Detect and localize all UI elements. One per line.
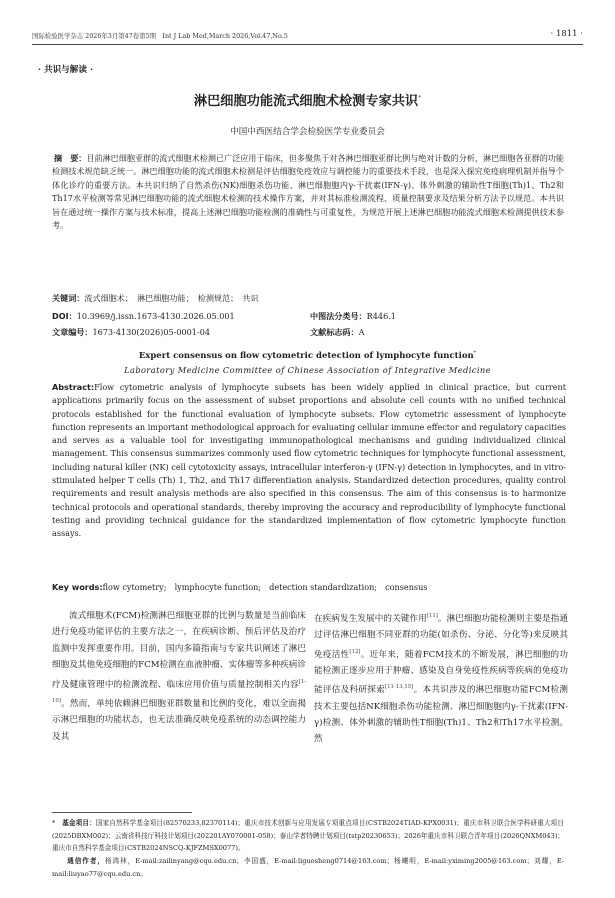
abstract-zh-text: 目前淋巴细胞亚群的流式细胞术检测已广泛应用于临床，但多聚焦于对各淋巴细胞亚群比例与绝对计数的分析，淋巴细胞各亚群的功能检测技术规范缺乏统一。淋巴细胞功能的流式细胞术检测是评估细胞免疫效应与调控能力的重要技术手段，也是深入探究免疫病理机制并指导个体化诊疗的重要方法。本共识归纳了自然杀伤(NK)细胞杀伤功能、淋巴细胞胞内γ-干扰素(IFN-γ)、体外刺激的辅助性T细胞(Th)1、Th2和Th17水平检测等常见淋巴细胞功能的流式细胞术检测的技术操作方案，并对其标准检测流程、质量控制要求及结果分析方法予以规范。本共识旨在通过统一操作方案与技术标准，提高上述淋巴细胞功能检测的准确性与可重复性，为规范开展上述淋巴细胞功能流式细胞术检测提供技术参考。 bbox=[52, 153, 564, 231]
body-column-right bbox=[314, 608, 568, 748]
body-text: 。近年来，随着FCM技术的不断发展，淋巴细胞的功能检测正逐步应用于肿瘤、感染及自身免疫性疾病等疾病的免疫功能评估及科研探索 bbox=[314, 649, 568, 696]
keyword-en: consensus bbox=[385, 582, 428, 592]
citation-ref[interactable]: [1-10] bbox=[52, 678, 306, 704]
abstract-zh-label: 摘 要： bbox=[54, 153, 87, 163]
doi-label: DOI： bbox=[52, 311, 77, 321]
correspondence-label: 通信作者， bbox=[67, 857, 105, 865]
title-zh-text: 淋巴细胞功能流式细胞术检测专家共识 bbox=[193, 94, 419, 109]
keyword-en: detection standardization; bbox=[269, 582, 378, 592]
body-text: 在疾病发生发展中的关键作用 bbox=[314, 613, 427, 624]
article-no-value: 1673-4130(2026)05-0001-04 bbox=[92, 327, 210, 337]
keyword-zh: 流式细胞术； bbox=[84, 293, 129, 303]
clc-value: R446.1 bbox=[366, 311, 396, 321]
keyword-zh: 检测规范； bbox=[197, 293, 235, 303]
article-no-line bbox=[52, 327, 210, 338]
article-title-en bbox=[0, 350, 615, 361]
keywords-zh-label: 关键词： bbox=[52, 293, 85, 303]
funding-label: 基金项目： bbox=[62, 819, 96, 827]
correspondence-text: 杨鸿林，E-mail:zailinyang@cqu.edu.cn；李国盛，E-mail:liguosheng0714@163.com；杨曦明，E-mail:yximing2005@163.com；刘耀，E-mail:liuyao77@cqu.edu.cn。 bbox=[52, 857, 565, 878]
keywords-en-label: Key words: bbox=[52, 582, 103, 592]
article-title-zh bbox=[0, 90, 615, 109]
doi-value: 10.3969/j.issn.1673-4130.2026.05.001 bbox=[76, 311, 235, 321]
author-en: Laboratory Medicine Committee of Chinese Association of Integrative Medicine bbox=[124, 365, 491, 375]
abstract-zh bbox=[52, 152, 564, 232]
funding-marker: * bbox=[52, 819, 56, 827]
abstract-en-text: Flow cytometric analysis of lymphocyte subsets has been widely applied in clinical practice, but current applications primarily focus on the assessment of subset proportions and absolute cell counts with no unified technical protocols established for the functional evaluation of lymphocyte subsets. Flow cytometric assessment of lymphocyte function represents an important methodological approach for evaluating cellular immune effector and regulatory capacities and serves as a valuable tool for investigating immunopathological mechanisms and guiding individualized clinical management. This consensus summarizes commonly used flow cytometric techniques for lymphocyte functional assessment, including natural killer (NK) cell cytotoxicity assays, intracellular interferon-γ (IFN-γ) detection in lymphocytes, and in vitro-stimulated helper T cells (Th) 1, Th2, and Th17 differentiation analysis. Standardized detection procedures, quality control requirements and result analysis methods are also specified in this consensus. The aim of this consensus is to harmonize technical protocols and operational standards, thereby improving the accuracy and reproducibility of lymphocyte functional testing and providing technical guidance for the standardized implementation of flow cytometric lymphocyte function assays. bbox=[52, 382, 567, 539]
clc-label: 中图法分类号： bbox=[310, 311, 367, 321]
running-head bbox=[32, 31, 583, 43]
keywords-zh bbox=[52, 293, 258, 304]
title-en-text: Expert consensus on flow cytometric detection of lymphocyte function bbox=[138, 350, 474, 361]
keyword-en: lymphocyte function; bbox=[174, 582, 262, 592]
article-no-label: 文章编号： bbox=[52, 327, 93, 337]
body-text: 流式细胞术(FCM)检测淋巴细胞亚群的比例与数量是当前临床进行免疫功能评估的主要方法之一，在疾病诊断、预后评估及治疗监测中发挥重要作用。目前，国内多篇指南与专家共识阐述了淋巴细胞及其他免疫细胞的FCM检测在血液肿瘤、实体瘤等多种疾病诊疗及健康管理中的检测流程、临床应用价值与质量控制相关内容 bbox=[52, 611, 306, 690]
funding-footnote bbox=[52, 817, 564, 855]
body-text: 。本共识涉及的淋巴细胞功能FCM检测技术主要包括NK细胞杀伤功能检测、淋巴细胞胞内γ-干扰素(IFN-γ)检测、体外刺激的辅助性T细胞(Th)1、Th2和Th17水平检测。然 bbox=[314, 685, 568, 745]
keywords-en bbox=[52, 582, 427, 593]
doc-code-line bbox=[310, 327, 364, 338]
column-label: · 共识与解读 · bbox=[38, 65, 93, 75]
clc-line bbox=[310, 311, 396, 322]
title-en-footnote-marker: * bbox=[473, 350, 477, 356]
page-number: · 1811 · bbox=[550, 29, 583, 39]
funding-text: 国家自然科学基金项目(82570233,82370114)；重庆市技术创新与应用发展专项重点项目(CSTB2024TIAD-KPX0031)；重庆市科卫联合医学科研重大项目(2025DBXM002)；云南省科技厅科技计划项目(202201AY070001-058)；泰山学者特聘计划项目(tstp20230653)；2026年重庆市科卫联合青年项目(2026QNXM043)；重庆市自然科学基金项目(CSTB2024NSCQ-KJFZMSX0077)。 bbox=[52, 819, 565, 852]
citation-ref[interactable]: [12] bbox=[349, 648, 361, 655]
footnote-rule bbox=[52, 812, 192, 813]
keyword-zh: 淋巴细胞功能； bbox=[137, 293, 190, 303]
body-text: 。淋巴细胞功能检测则主要是指通过评估淋巴细胞不同亚群的功能(如杀伤、分泌、分化等)来反映其免疫活性 bbox=[314, 613, 568, 660]
doc-code-value: A bbox=[358, 327, 365, 337]
abstract-en bbox=[52, 381, 566, 541]
citation-ref[interactable]: [11-13,15] bbox=[384, 684, 414, 691]
doi-line bbox=[52, 311, 235, 322]
keyword-zh: 共识 bbox=[242, 293, 259, 303]
body-text: 。然而，单纯依赖淋巴细胞亚群数量和比例的变化，难以全面揭示淋巴细胞的功能状态，也无法准确反映免疫系统的动态调控能力及其 bbox=[52, 698, 306, 742]
title-footnote-marker: * bbox=[418, 94, 422, 102]
doc-code-label: 文献标志码： bbox=[310, 327, 359, 337]
author-zh: 中国中西医结合学会检验医学专业委员会 bbox=[230, 127, 385, 137]
body-column-left bbox=[52, 608, 306, 745]
citation-ref[interactable]: [11] bbox=[426, 613, 438, 619]
abstract-en-label: Abstract: bbox=[52, 382, 95, 392]
header-rule bbox=[32, 44, 583, 45]
keyword-en: flow cytometry; bbox=[102, 582, 167, 592]
journal-citation: 国际检验医学杂志 2026年3月第47卷第5期 Int J Lab Med,March 2026,Vol.47,No.5 bbox=[32, 32, 288, 40]
correspondence-footnote bbox=[52, 855, 564, 880]
